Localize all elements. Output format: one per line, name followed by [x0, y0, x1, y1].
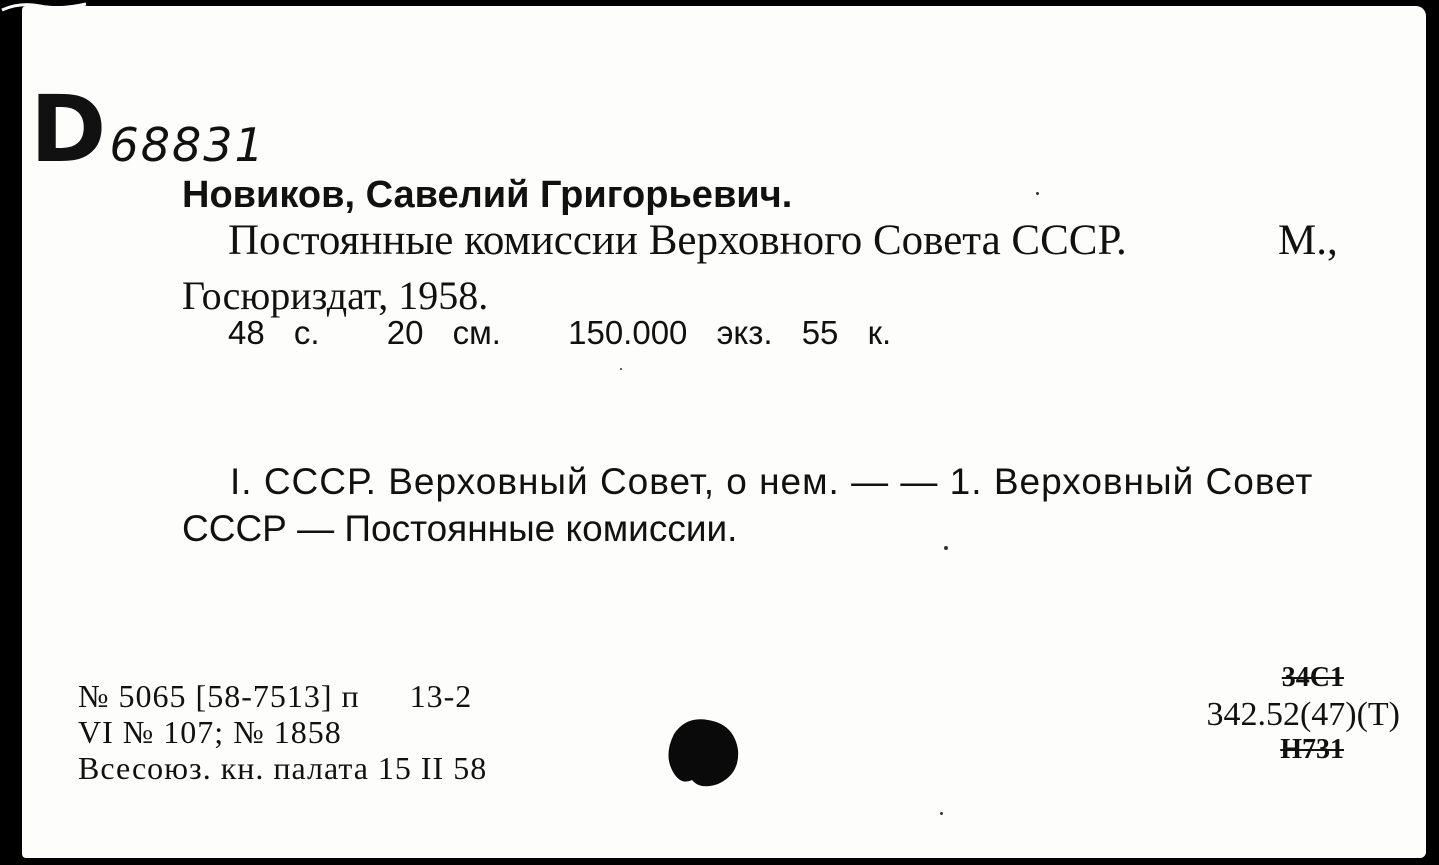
author-heading: Новиков, Савелий Григорьевич.: [182, 174, 793, 216]
shelfmark-letter: D: [30, 76, 105, 183]
catalog-card: [22, 6, 1426, 858]
collation: [228, 314, 929, 352]
publication-place: М.,: [1278, 217, 1338, 264]
record-code: 13-2: [409, 678, 473, 714]
subject-headings-line-1: I. СССР. Верховный Совет, о нем. — — 1. Верховный Совет: [230, 461, 1314, 502]
scan-speck: [944, 546, 948, 550]
classification-index: 342.52(47)(Т): [1206, 696, 1400, 733]
publisher-year: Госюриздат, 1958.: [182, 273, 489, 318]
shelfmark-number: 68831: [109, 118, 266, 172]
scan-speck: [1036, 192, 1039, 195]
record-number: № 5065 [58-7513] п: [78, 678, 360, 714]
scan-speck: [620, 368, 622, 370]
book-size: 20 см.: [386, 314, 501, 351]
record-number-line: [78, 678, 472, 715]
scan-speck: [940, 812, 943, 815]
subject-headings-line-2: СССР — Постоянные комиссии.: [182, 508, 738, 549]
print-run-price: 150.000 экз. 55 к.: [568, 314, 892, 351]
registry-line: VI № 107; № 1858: [78, 714, 342, 750]
ink-stamp-blot: [664, 714, 740, 788]
book-title: Постоянные комиссии Верховного Совета СССР.: [228, 217, 1127, 264]
classification-old-bottom: Н731: [1280, 734, 1344, 765]
classification-old-top: 34С1: [1281, 662, 1344, 693]
book-chamber-line: Всесоюз. кн. палата 15 II 58: [78, 750, 488, 786]
shelfmark: [30, 76, 266, 183]
page-count: 48 с.: [228, 314, 320, 351]
